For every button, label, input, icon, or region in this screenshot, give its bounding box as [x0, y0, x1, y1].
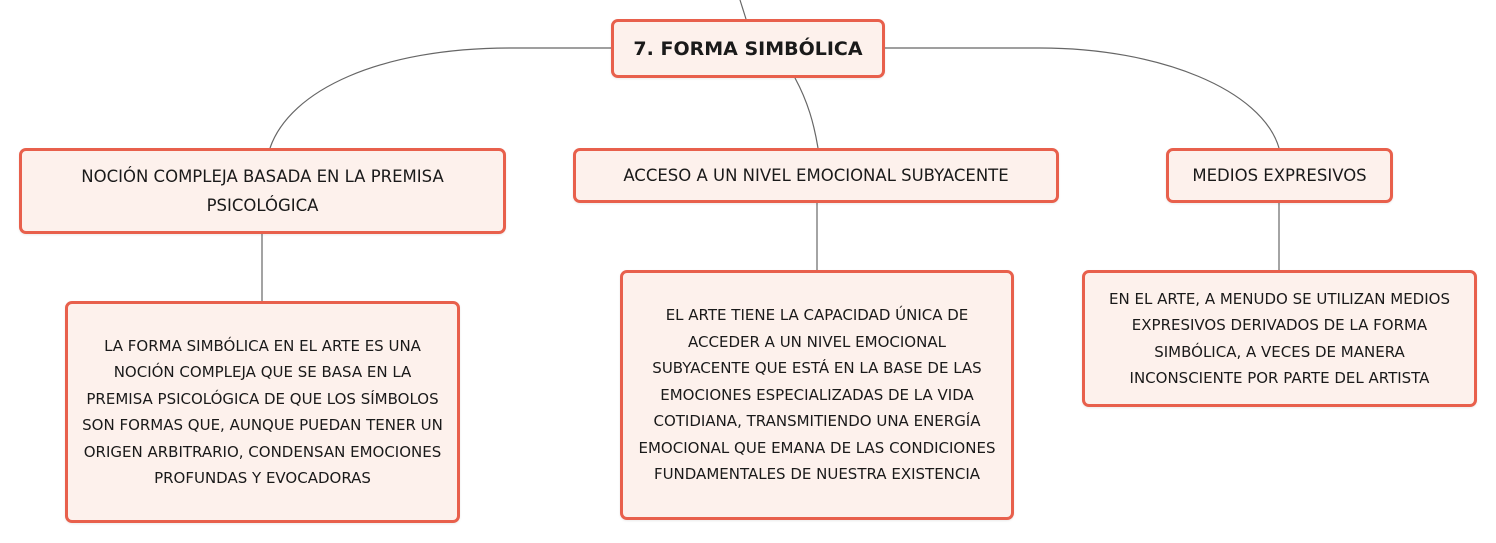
detail-text: EL ARTE TIENE LA CAPACIDAD ÚNICA DE ACCEDER A UN NIVEL EMOCIONAL SUBYACENTE QUE ESTÁ EN LA BASE DE LAS EMOCIONES ESPECIALIZADAS DE LA VIDA COTIDIANA, TRANSMITIENDO UNA ENERGÍA EMOCIONAL QUE EMANA DE LAS CONDICIONES FUNDAMENTALES DE NUESTRA EXISTENCIA	[638, 306, 996, 484]
connector-root-to-branch-2	[795, 78, 818, 148]
root-topic-node[interactable]	[611, 19, 885, 78]
connector-from-parent	[740, 0, 746, 19]
detail-text: EN EL ARTE, A MENUDO SE UTILIZAN MEDIOS EXPRESIVOS DERIVADOS DE LA FORMA SIMBÓLICA, A VECES DE MANERA INCONSCIENTE POR PARTE DEL ARTISTA	[1109, 289, 1450, 387]
connector-root-to-branch-1	[270, 48, 611, 148]
detail-node-premisa-psicologica[interactable]	[65, 301, 460, 523]
branch-node-nivel-emocional[interactable]	[573, 148, 1059, 203]
detail-text: LA FORMA SIMBÓLICA EN EL ARTE ES UNA NOCIÓN COMPLEJA QUE SE BASA EN LA PREMISA PSICOLÓGICA DE QUE LOS SÍMBOLOS SON FORMAS QUE, AUNQUE PUEDAN TENER UN ORIGEN ARBITRARIO, CONDENSAN EMOCIONES PROFUNDAS Y EVOCADORAS	[82, 336, 443, 487]
detail-node-nivel-emocional[interactable]	[620, 270, 1014, 520]
connector-root-to-branch-3	[885, 48, 1279, 148]
branch-node-premisa-psicologica[interactable]	[19, 148, 506, 234]
detail-node-medios-expresivos[interactable]	[1082, 270, 1477, 407]
root-topic-label: 7. FORMA SIMBÓLICA	[633, 37, 863, 60]
branch-label: NOCIÓN COMPLEJA BASADA EN LA PREMISA PSICOLÓGICA	[81, 167, 444, 215]
branch-label: MEDIOS EXPRESIVOS	[1192, 166, 1367, 185]
branch-node-medios-expresivos[interactable]	[1166, 148, 1393, 203]
branch-label: ACCESO A UN NIVEL EMOCIONAL SUBYACENTE	[623, 166, 1009, 185]
